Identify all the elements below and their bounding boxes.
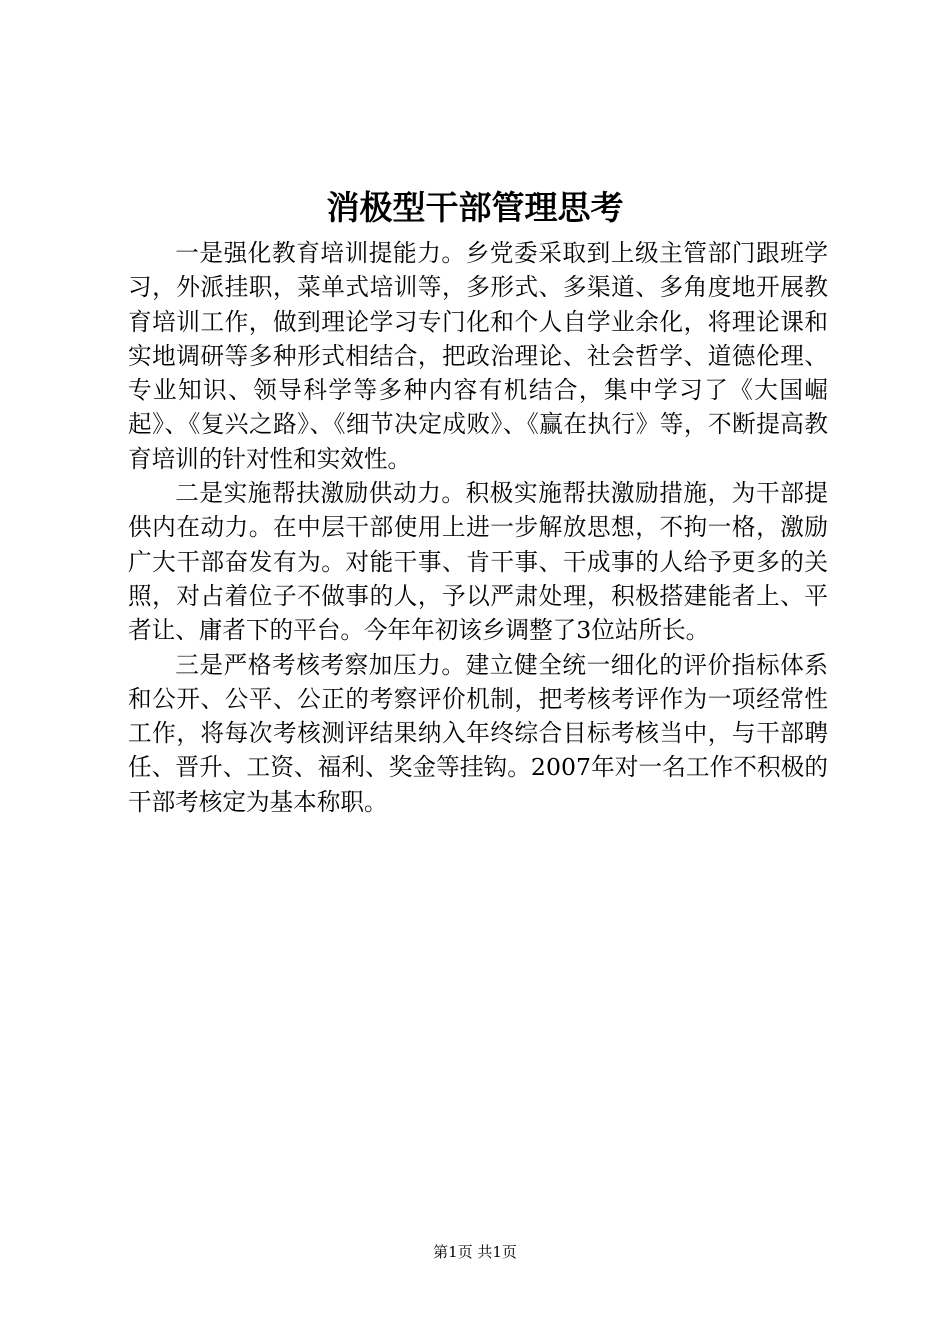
paragraph-3: 三是严格考核考察加压力。建立健全统一细化的评价指标体系和公开、公平、公正的考察评价机制，把考核考评作为一项经常性工作，将每次考核测评结果纳入年终综合目标考核当中，与干部聘任、晋升、工资、福利、奖金等挂钩。2007年对一名工作不积极的干部考核定为基本称职。 — [128, 650, 828, 816]
paragraph-1: 一是强化教育培训提能力。乡党委采取到上级主管部门跟班学习，外派挂职，菜单式培训等，多形式、多渠道、多角度地开展教育培训工作，做到理论学习专门化和个人自学业余化，将理论课和实地调研等多种形式相结合，把政治理论、社会哲学、道德伦理、专业知识、领导科学等多种内容有机结合，集中学习了《大国崛起》、《复兴之路》、《细节决定成败》、《赢在执行》等，不断提高教育培训的针对性和实效性。 — [128, 239, 828, 473]
page-footer: 第1页 共1页 — [433, 1243, 517, 1261]
document-title: 消极型干部管理思考 — [326, 188, 624, 227]
document-body — [128, 236, 828, 819]
paragraph-2: 二是实施帮扶激励供动力。积极实施帮扶激励措施，为干部提供内在动力。在中层干部使用上进一步解放思想，不拘一格，激励广大干部奋发有为。对能干事、肯干事、干成事的人给予更多的关照，对占着位子不做事的人，予以严肃处理，积极搭建能者上、平者让、庸者下的平台。今年年初该乡调整了3位站所长。 — [128, 479, 828, 645]
